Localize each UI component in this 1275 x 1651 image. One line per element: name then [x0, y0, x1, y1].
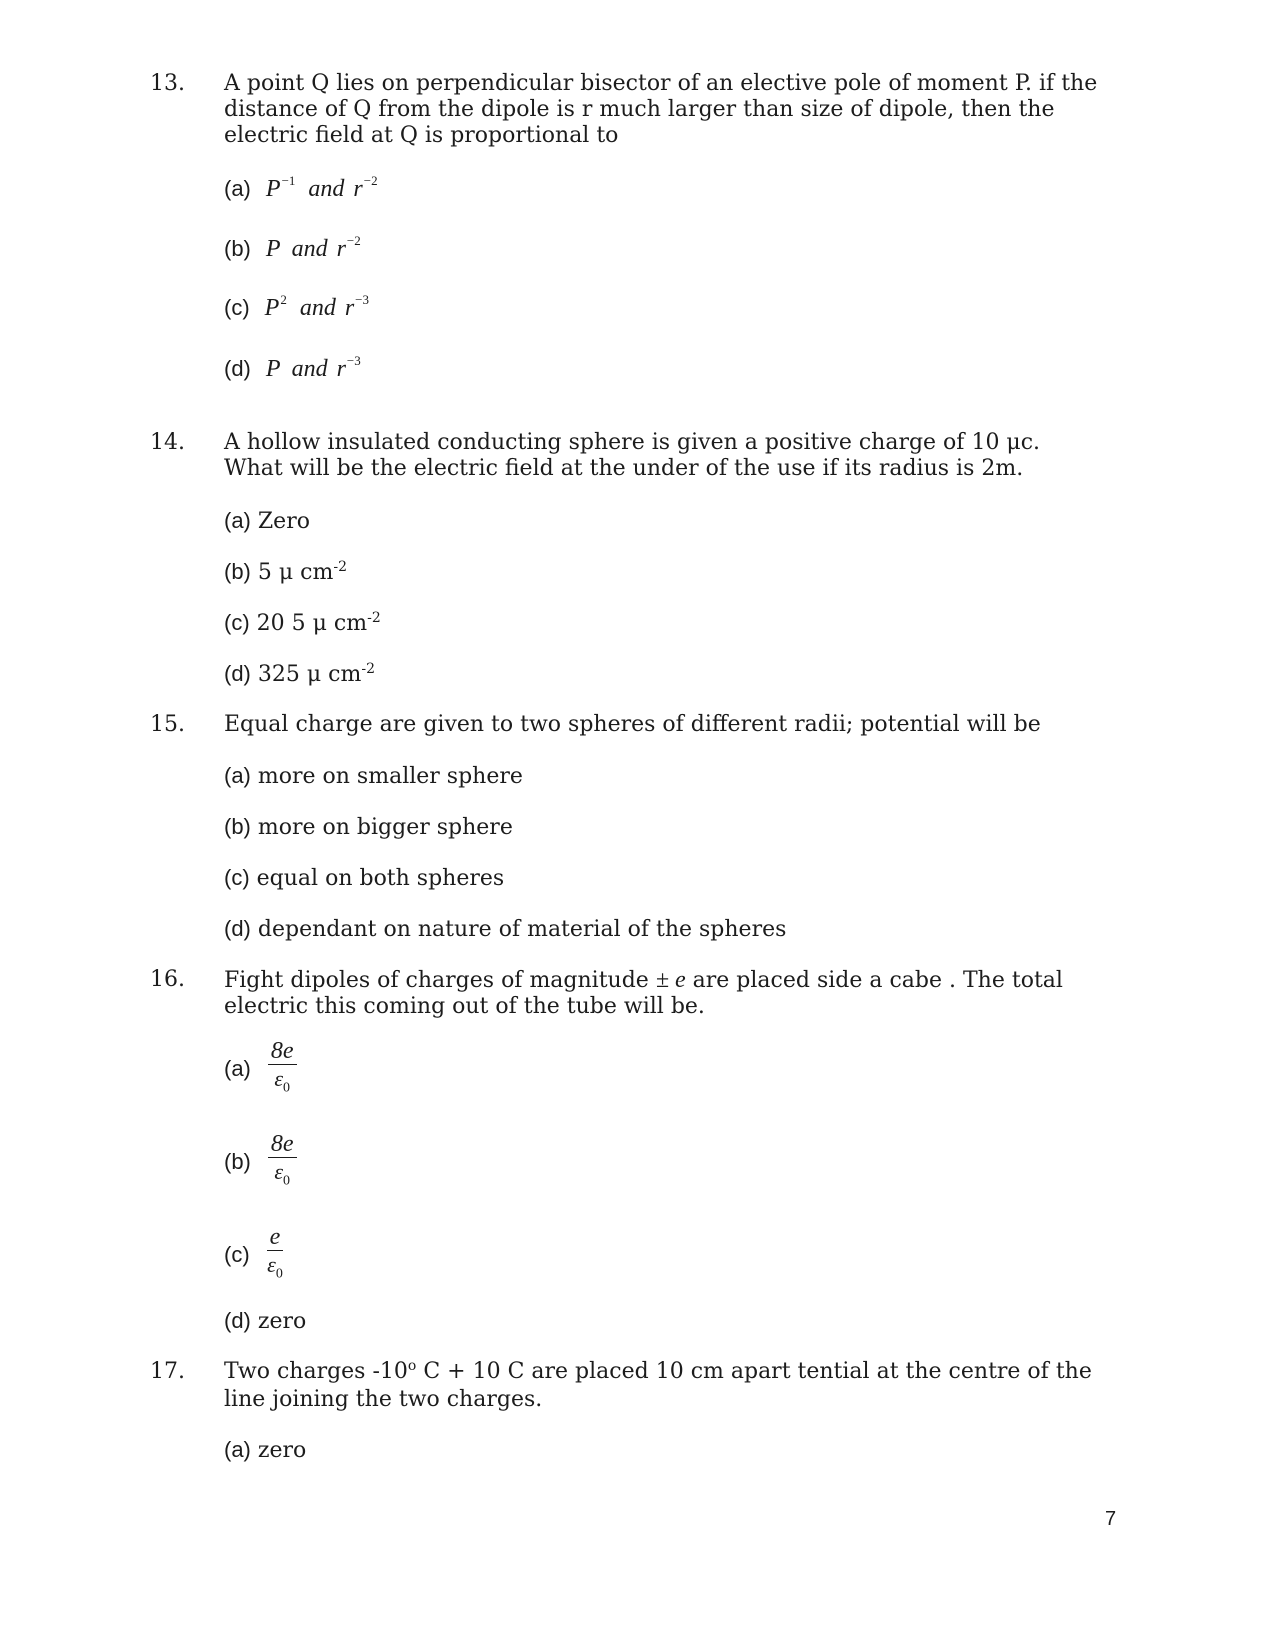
option-b: (b) P and $r^{-2}$	[224, 233, 361, 262]
page-number: 7	[1105, 1508, 1117, 1530]
option-d: (d) dependant on nature of material of the spheres	[224, 916, 787, 942]
question-text: A hollow insulated conducting sphere is given a positive charge of 10 μc. What will be the electric field at the under of the use if its radius is 2m.	[224, 430, 1041, 481]
option-b: (b) 5 μ $cm^{-2}$	[224, 559, 347, 585]
question-number: 15.	[150, 712, 185, 737]
fraction: $\frac{e}{\varepsilon_0}$	[267, 1224, 283, 1282]
question-text: Two charges -10$^o$ C + 10 C are placed 10 cm apart tential at the centre of the line joining the two charges.	[224, 1358, 1092, 1412]
question-number: 14.	[150, 430, 185, 455]
question-text: Fight dipoles of charges of magnitude ± e are placed side a cabe . The total electric this coming out of the tube will be.	[224, 967, 1063, 1019]
option-c: (c) $P^2$ and $r^{-3}$	[224, 292, 370, 321]
question-text: A point Q lies on perpendicular bisector of an elective pole of moment P. if the distance of Q from the dipole is r much larger than size of dipole, then the electric field at Q is proportional to	[224, 71, 1098, 148]
option-a: (a) zero	[224, 1437, 307, 1463]
fraction: $\frac{8e}{\varepsilon_0}$	[268, 1131, 297, 1195]
option-a: (a) $\frac{8e}{\varepsilon_0}$	[224, 1038, 297, 1102]
fraction: $\frac{8e}{\varepsilon_0}$	[268, 1038, 297, 1102]
question-number: 17.	[150, 1359, 185, 1384]
option-b: (b) $\frac{8e}{\varepsilon_0}$	[224, 1131, 297, 1195]
question-number: 13.	[150, 71, 185, 96]
option-a: (a) Zero	[224, 508, 310, 534]
option-c: (c) 20 5 μ $cm^{-2}$	[224, 610, 381, 636]
option-b: (b) more on bigger sphere	[224, 814, 513, 840]
question-number: 16.	[150, 967, 185, 992]
option-c: (c) equal on both spheres	[224, 865, 505, 891]
option-d: (d) 325 μ $cm^{-2}$	[224, 661, 375, 687]
option-d: (d) P and $r^{-3}$	[224, 353, 361, 382]
question-text: Equal charge are given to two spheres of different radii; potential will be	[224, 712, 1041, 737]
option-a: (a) $P^{-1}$ and $r^{-2}$	[224, 173, 378, 202]
option-d: (d) zero	[224, 1308, 307, 1334]
option-c: (c) $\frac{e}{\varepsilon_0}$	[224, 1224, 283, 1288]
option-a: (a) more on smaller sphere	[224, 763, 523, 789]
